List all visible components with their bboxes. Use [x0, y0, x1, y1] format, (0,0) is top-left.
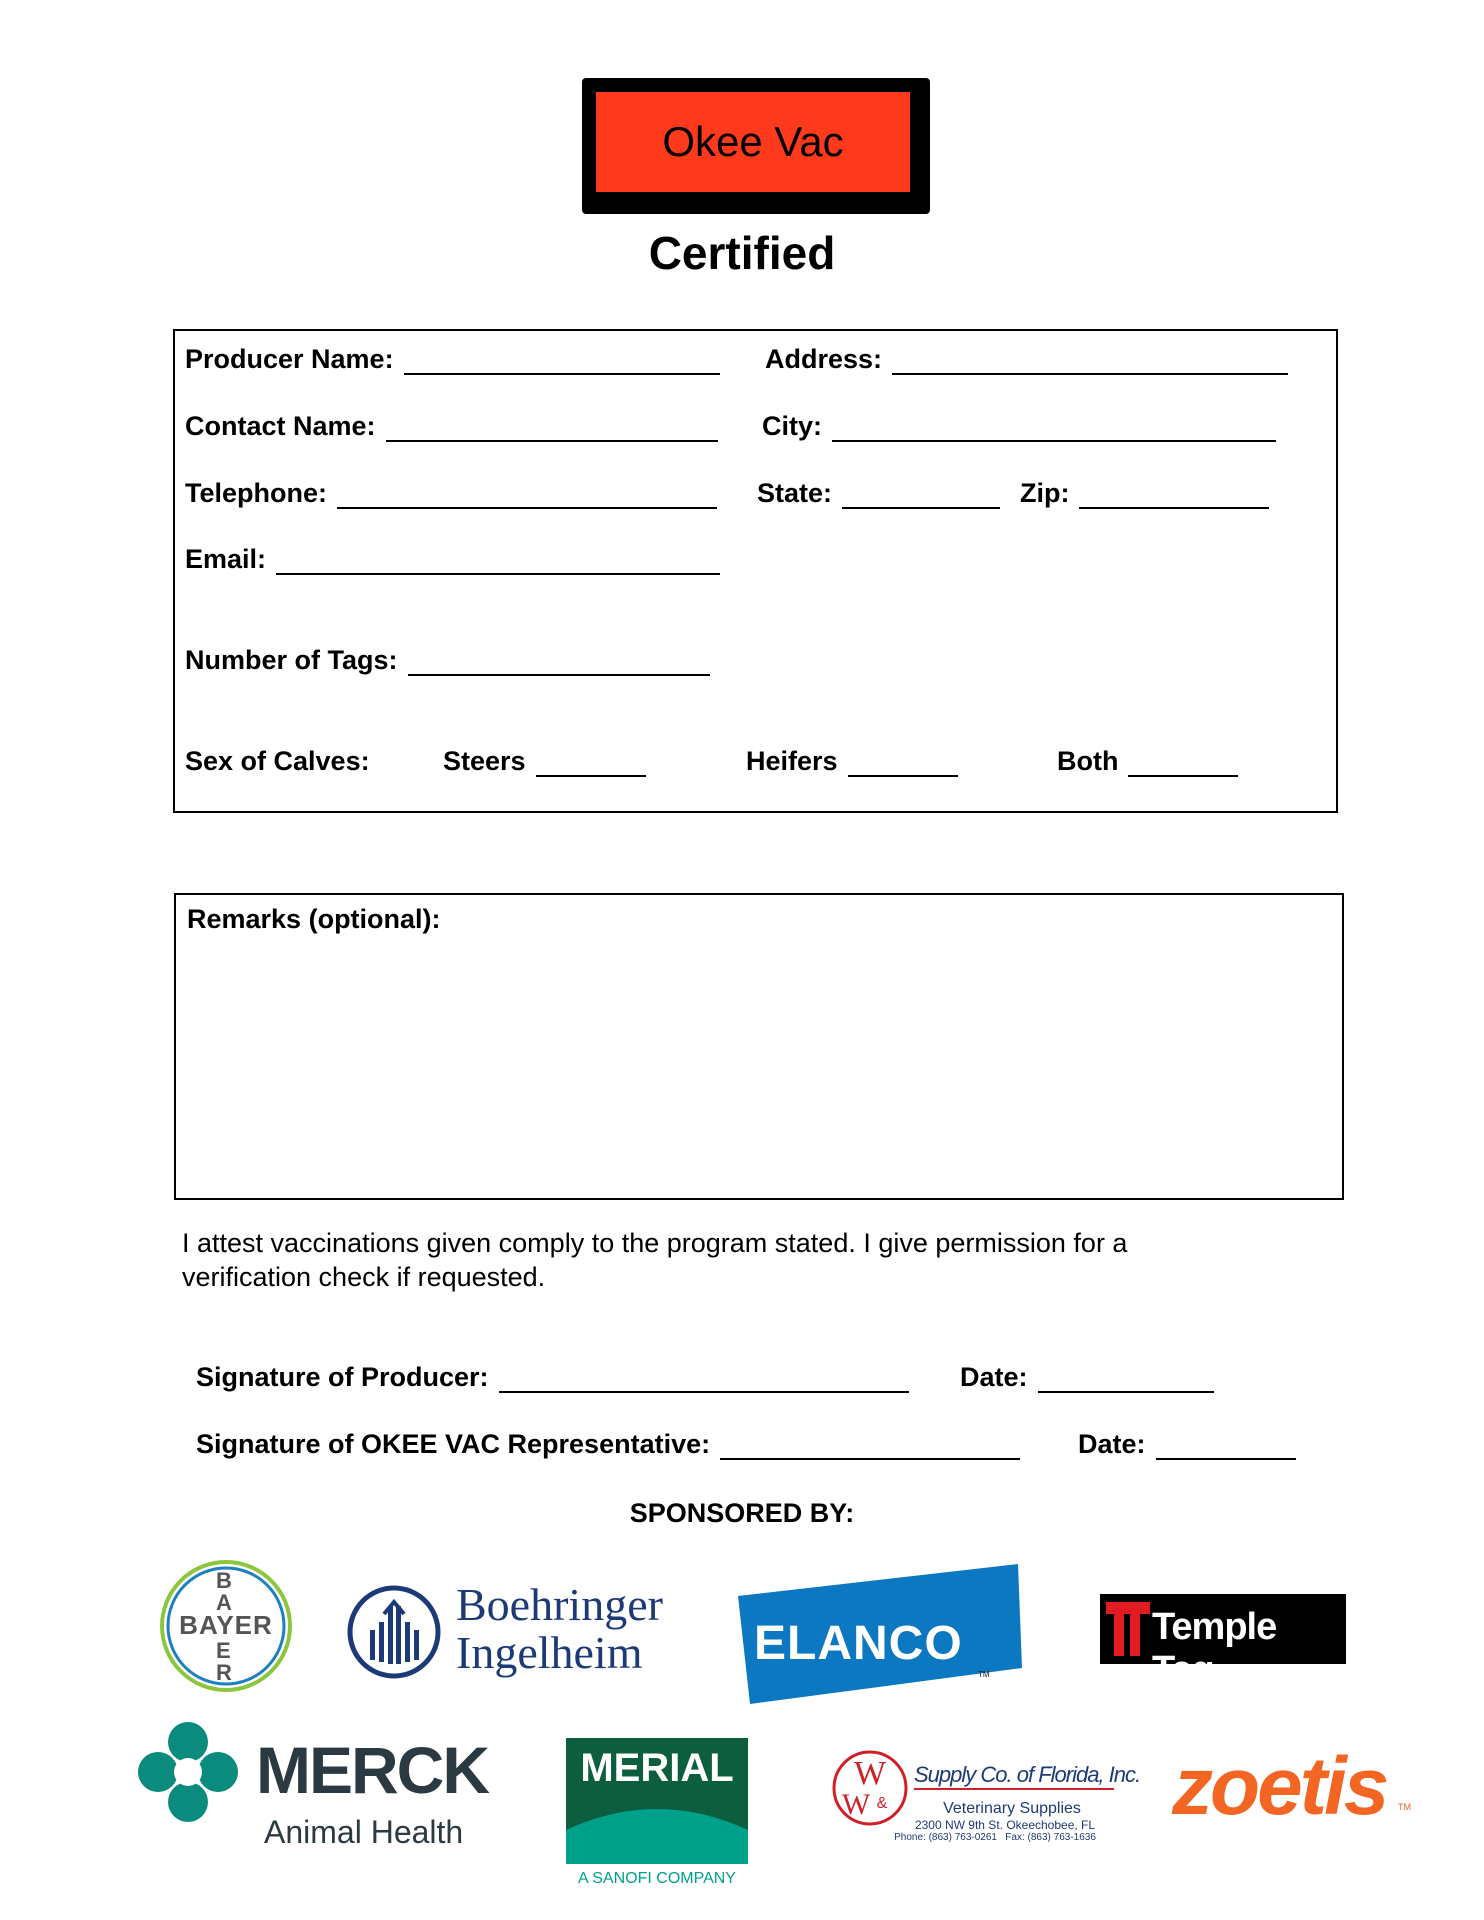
- bayer-letter-r: R: [216, 1660, 232, 1685]
- merck-text: MERCK: [256, 1733, 488, 1807]
- email-field[interactable]: [185, 544, 720, 575]
- contact-name-field[interactable]: [185, 411, 718, 442]
- number-of-tags-field[interactable]: [185, 645, 710, 676]
- telephone-line[interactable]: [337, 483, 717, 509]
- elanco-text: ELANCO: [754, 1617, 963, 1670]
- bayer-logo: [158, 1558, 294, 1694]
- certified-title: Certified: [648, 227, 836, 279]
- boehringer-line2: Ingelheim: [456, 1627, 643, 1678]
- producer-name-label: Producer Name:: [185, 344, 394, 374]
- boehringer-line1: Boehringer: [456, 1579, 663, 1630]
- telephone-field[interactable]: [185, 478, 717, 509]
- ww-company-name: Supply Co. of Florida, Inc.: [914, 1762, 1114, 1790]
- representative-date-label: Date:: [1078, 1429, 1146, 1459]
- merck-logo: [138, 1720, 488, 1860]
- telephone-label: Telephone:: [185, 478, 328, 508]
- producer-signature-line[interactable]: [499, 1367, 909, 1393]
- state-line[interactable]: [842, 483, 1000, 509]
- merck-subtitle: Animal Health: [264, 1814, 464, 1850]
- zoetis-text: zoetis: [1172, 1741, 1387, 1832]
- representative-signature-label: Signature of OKEE VAC Representative:: [196, 1429, 711, 1459]
- steers-field[interactable]: [443, 746, 646, 777]
- producer-signature-label: Signature of Producer:: [196, 1362, 489, 1392]
- zoetis-tm: TM: [1398, 1802, 1411, 1812]
- producer-name-field[interactable]: [185, 344, 720, 375]
- ww-address: 2300 NW 9th St. Okeechobee, FL: [914, 1818, 1096, 1832]
- zoetis-logo: [1172, 1740, 1412, 1840]
- elanco-tm: TM: [978, 1670, 990, 1679]
- city-label: City:: [762, 411, 822, 441]
- zip-label: Zip:: [1020, 478, 1070, 508]
- boehringer-logo: [346, 1578, 676, 1688]
- representative-date-line[interactable]: [1156, 1434, 1296, 1460]
- ww-phone: Phone: (863) 763-0261 Fax: (863) 763-1636: [894, 1832, 1096, 1843]
- producer-signature-field[interactable]: [196, 1362, 909, 1393]
- state-label: State:: [757, 478, 833, 508]
- number-of-tags-label: Number of Tags:: [185, 645, 398, 675]
- heifers-field[interactable]: [746, 746, 958, 777]
- merial-logo: [566, 1738, 748, 1888]
- ww-subtitle: Veterinary Supplies: [943, 1800, 1081, 1817]
- bayer-letter-a: A: [216, 1590, 232, 1615]
- temple-tag-logo: [1100, 1594, 1346, 1691]
- address-label: Address:: [765, 344, 883, 374]
- steers-line[interactable]: [536, 751, 646, 777]
- contact-name-line[interactable]: [386, 416, 718, 442]
- okee-vac-badge: [588, 84, 918, 200]
- producer-name-line[interactable]: [404, 349, 720, 375]
- merial-subtitle: A SANOFI COMPANY: [578, 1870, 736, 1887]
- svg-text:W: W: [853, 1755, 887, 1792]
- attestation-text: I attest vaccinations given comply to the program stated. I give permission for a verification check if requested.: [182, 1228, 1128, 1292]
- representative-signature-field[interactable]: [196, 1429, 1020, 1460]
- merck-emblem-icon: [138, 1722, 238, 1822]
- steers-label: Steers: [443, 746, 526, 776]
- merial-text: MERIAL: [580, 1746, 734, 1790]
- temple-tag-emblem-icon: [1106, 1602, 1150, 1656]
- heifers-label: Heifers: [746, 746, 838, 776]
- representative-date-field[interactable]: [1078, 1429, 1296, 1460]
- bayer-letter-e: E: [216, 1638, 231, 1663]
- bayer-text: BAYER: [179, 1610, 273, 1640]
- sponsored-by-heading: SPONSORED BY:: [629, 1498, 855, 1528]
- producer-date-line[interactable]: [1038, 1367, 1214, 1393]
- ww-emblem-icon: [830, 1748, 910, 1828]
- remarks-label: Remarks (optional):: [187, 904, 441, 934]
- address-line[interactable]: [892, 349, 1288, 375]
- bayer-letter-b: B: [216, 1568, 232, 1593]
- svg-text:&: &: [876, 1795, 888, 1812]
- ww-supply-logo: [830, 1748, 1141, 1868]
- contact-name-label: Contact Name:: [185, 411, 376, 441]
- heifers-line[interactable]: [848, 751, 958, 777]
- city-line[interactable]: [832, 416, 1276, 442]
- representative-signature-line[interactable]: [720, 1434, 1020, 1460]
- zip-line[interactable]: [1079, 483, 1269, 509]
- both-line[interactable]: [1128, 751, 1238, 777]
- both-label: Both: [1057, 746, 1119, 776]
- elanco-logo: [738, 1564, 1022, 1704]
- both-field[interactable]: [1057, 746, 1238, 777]
- svg-text:W: W: [841, 1788, 871, 1821]
- sex-of-calves-label: Sex of Calves:: [185, 746, 370, 776]
- address-field[interactable]: [765, 344, 1288, 375]
- email-label: Email:: [185, 544, 267, 574]
- temple-tag-text: Temple Tag: [1152, 1606, 1277, 1691]
- zip-field[interactable]: [1020, 478, 1269, 509]
- state-field[interactable]: [757, 478, 1000, 509]
- producer-date-label: Date:: [960, 1362, 1028, 1392]
- number-of-tags-line[interactable]: [408, 650, 710, 676]
- email-line[interactable]: [276, 549, 720, 575]
- remarks-box[interactable]: [174, 893, 1344, 1200]
- city-field[interactable]: [762, 411, 1276, 442]
- badge-text: Okee Vac: [662, 118, 844, 165]
- boehringer-emblem-icon: [346, 1584, 442, 1680]
- producer-date-field[interactable]: [960, 1362, 1214, 1393]
